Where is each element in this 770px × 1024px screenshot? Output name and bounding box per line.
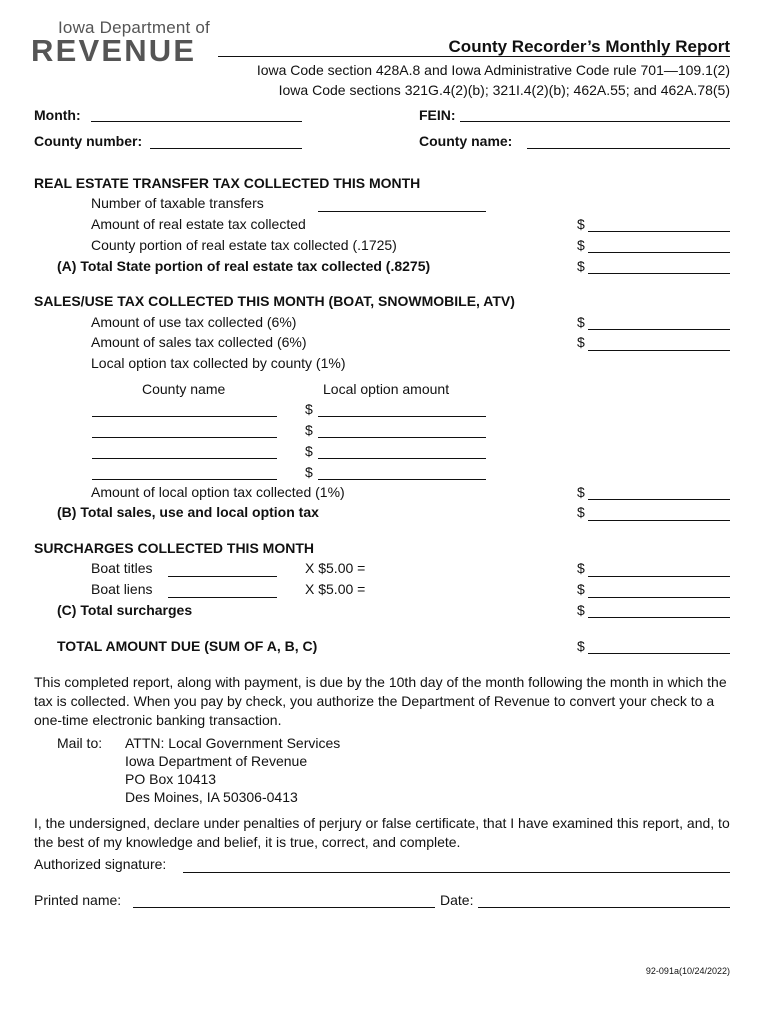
dollar-sign: $ bbox=[577, 602, 585, 618]
boat-titles-amount-field[interactable] bbox=[588, 576, 730, 577]
dollar-sign: $ bbox=[577, 638, 585, 654]
total-due-field[interactable] bbox=[588, 653, 730, 654]
total-b-field[interactable] bbox=[588, 520, 730, 521]
date-label: Date: bbox=[440, 892, 474, 908]
total-due-label: TOTAL AMOUNT DUE (SUM OF A, B, C) bbox=[57, 638, 318, 654]
total-b-label: (B) Total sales, use and local option tax bbox=[57, 504, 319, 520]
fein-field[interactable] bbox=[460, 121, 730, 122]
local-county-name-field-2[interactable] bbox=[92, 437, 277, 438]
authorized-signature-label: Authorized signature: bbox=[34, 856, 167, 872]
taxable-transfers-label: Number of taxable transfers bbox=[91, 195, 264, 211]
date-field[interactable] bbox=[478, 907, 730, 908]
mail-address-line-2: Iowa Department of Revenue bbox=[125, 753, 308, 769]
dollar-sign: $ bbox=[577, 581, 585, 597]
dollar-sign: $ bbox=[577, 314, 585, 330]
taxable-transfers-field[interactable] bbox=[318, 211, 486, 212]
sales-tax-label: Amount of sales tax collected (6%) bbox=[91, 334, 307, 350]
county-portion-field[interactable] bbox=[588, 252, 730, 253]
fein-label: FEIN: bbox=[419, 107, 456, 123]
mail-address-line-4: Des Moines, IA 50306-0413 bbox=[125, 789, 298, 805]
use-tax-label: Amount of use tax collected (6%) bbox=[91, 314, 297, 330]
local-option-amount-field-4[interactable] bbox=[318, 479, 486, 480]
title-rule bbox=[218, 56, 730, 57]
boat-liens-amount-field[interactable] bbox=[588, 597, 730, 598]
page-title: County Recorder’s Monthly Report bbox=[448, 37, 730, 56]
month-label: Month: bbox=[34, 107, 81, 123]
county-number-field[interactable] bbox=[150, 148, 302, 149]
dollar-sign: $ bbox=[305, 422, 313, 438]
county-portion-label: County portion of real estate tax collected (.1725) bbox=[91, 237, 397, 253]
dollar-sign: $ bbox=[577, 560, 585, 576]
county-name-column-header: County name bbox=[142, 381, 226, 397]
month-field[interactable] bbox=[91, 121, 302, 122]
dollar-sign: $ bbox=[305, 464, 313, 480]
local-option-total-label: Amount of local option tax collected (1%) bbox=[91, 484, 345, 500]
logo-small-text: Iowa Department of bbox=[58, 18, 210, 37]
dollar-sign: $ bbox=[577, 258, 585, 274]
total-a-label: (A) Total State portion of real estate tax collected (.8275) bbox=[57, 258, 431, 274]
form-number: 92-091a(10/24/2022) bbox=[645, 966, 730, 976]
boat-titles-label: Boat titles bbox=[91, 560, 153, 576]
local-option-amount-field-3[interactable] bbox=[318, 458, 486, 459]
use-tax-field[interactable] bbox=[588, 329, 730, 330]
dollar-sign: $ bbox=[577, 237, 585, 253]
multiplier-text: X $5.00 = bbox=[305, 581, 366, 597]
boat-liens-label: Boat liens bbox=[91, 581, 153, 597]
local-county-name-field-1[interactable] bbox=[92, 416, 277, 417]
dollar-sign: $ bbox=[305, 401, 313, 417]
dollar-sign: $ bbox=[577, 216, 585, 232]
local-county-name-field-4[interactable] bbox=[92, 479, 277, 480]
county-number-label: County number: bbox=[34, 133, 143, 149]
dollar-sign: $ bbox=[577, 504, 585, 520]
local-option-total-field[interactable] bbox=[588, 499, 730, 500]
boat-titles-field[interactable] bbox=[168, 576, 277, 577]
instructions-paragraph: This completed report, along with payment, is due by the 10th day of the month following the month in which the tax is collected. When you pay by check, you authorize the Department of Revenue to convert your check to a one-time electronic banking transaction. bbox=[34, 674, 727, 728]
county-name-field[interactable] bbox=[527, 148, 730, 149]
logo-revenue: REVENUE bbox=[31, 33, 197, 68]
code-reference-1: Iowa Code section 428A.8 and Iowa Administrative Code rule 701—109.1(2) bbox=[256, 62, 730, 78]
local-option-amount-column-header: Local option amount bbox=[323, 381, 450, 397]
local-option-amount-field-2[interactable] bbox=[318, 437, 486, 438]
multiplier-text: X $5.00 = bbox=[305, 560, 366, 576]
real-estate-amount-label: Amount of real estate tax collected bbox=[91, 216, 306, 232]
local-option-label: Local option tax collected by county (1%) bbox=[91, 355, 346, 371]
sales-tax-field[interactable] bbox=[588, 350, 730, 351]
total-c-label: (C) Total surcharges bbox=[57, 602, 193, 618]
mail-address-line-1: ATTN: Local Government Services bbox=[125, 735, 341, 751]
local-option-amount-field-1[interactable] bbox=[318, 416, 486, 417]
local-county-name-field-3[interactable] bbox=[92, 458, 277, 459]
dollar-sign: $ bbox=[577, 484, 585, 500]
mail-to-label: Mail to: bbox=[57, 735, 103, 751]
total-a-field[interactable] bbox=[588, 273, 730, 274]
printed-name-field[interactable] bbox=[133, 907, 435, 908]
real-estate-amount-field[interactable] bbox=[588, 231, 730, 232]
real-estate-heading: REAL ESTATE TRANSFER TAX COLLECTED THIS MONTH bbox=[34, 175, 421, 191]
code-reference-2: Iowa Code sections 321G.4(2)(b); 321I.4(2)(b); 462A.55; and 462A.78(5) bbox=[278, 82, 730, 98]
printed-name-label: Printed name: bbox=[34, 892, 122, 908]
surcharges-heading: SURCHARGES COLLECTED THIS MONTH bbox=[34, 540, 314, 556]
county-name-label: County name: bbox=[419, 133, 513, 149]
declaration-paragraph: I, the undersigned, declare under penalties of perjury or false certificate, that I have examined this report, and, to the best of my knowledge and belief, it is true, correct, and complete. bbox=[34, 815, 730, 850]
dollar-sign: $ bbox=[305, 443, 313, 459]
authorized-signature-field[interactable] bbox=[183, 872, 730, 873]
boat-liens-field[interactable] bbox=[168, 597, 277, 598]
dollar-sign: $ bbox=[577, 334, 585, 350]
mail-address-line-3: PO Box 10413 bbox=[125, 771, 217, 787]
total-c-field[interactable] bbox=[588, 617, 730, 618]
sales-use-heading: SALES/USE TAX COLLECTED THIS MONTH (BOAT, SNOWMOBILE, ATV) bbox=[34, 293, 515, 309]
